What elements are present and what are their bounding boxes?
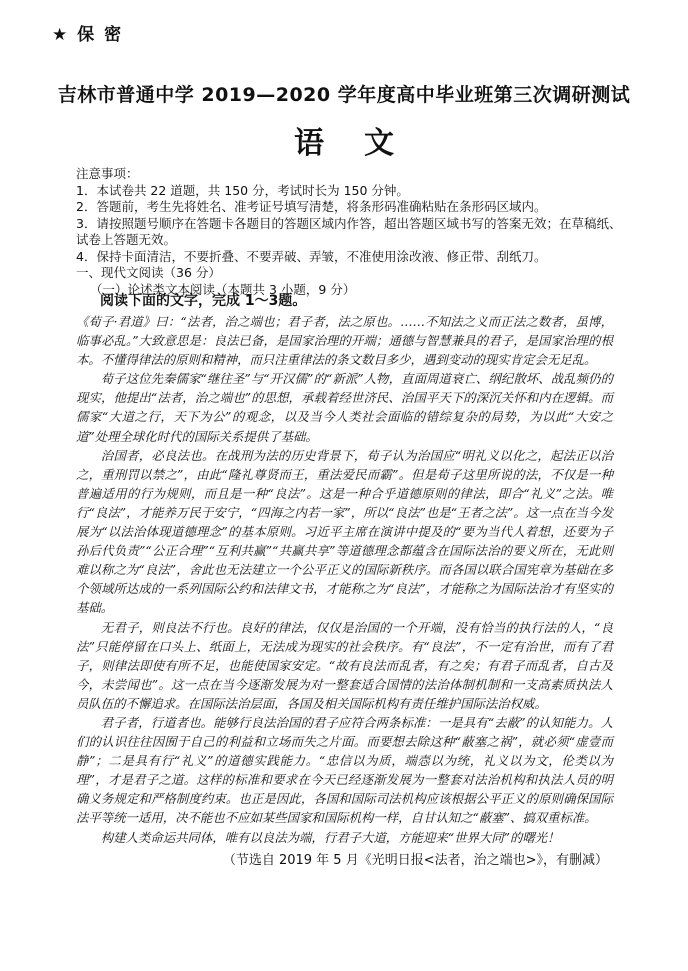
passage-paragraph: 君子者，行道者也。能够行良法治国的君子应符合两条标准：一是具有“去蔽”的认知能力。人们的认识往往因囿于自己的利益和立场而失之片面。而要想去除这种“蔽塞之祸”，就必须“虚壹而静”；二是具有行“礼义”的道德实践能力。“忠信以为质，端悫以为统，礼义以为文，伦类以为理”，才是君子之道。这样的标准和要求在今天已经逐渐发展为一整套对法治机构和执法人员的明确义务规定和严格制度约束。也正是因此，各国和国际司法机构应该根据公平正义的原则确保国际法平等统一适用，决不能也不应如某些国家和国际机构一样，自甘认知之“蔽塞”、搞双重标准。 [76, 714, 613, 826]
reading-instruction: 阅读下面的文字，完成 1～3题。 [100, 293, 307, 309]
passage-paragraph: 荀子这位先秦儒家“继往圣”与“开汉儒”的“新派”人物，直面周道衰亡、纲纪散坏、战乱频仍的现实，他提出“法者，治之端也”的思想，承载着经世济民、治国平天下的深沉关怀和内在逻辑。而儒家“大道之行，天下为公”的观念，以及当今人类社会面临的错综复杂的局势，为以此“大安之道”处理全球化时代的国际关系提供了基础。 [76, 371, 613, 444]
passage-body [76, 312, 613, 847]
source-citation: （节选自 2019 年 5 月《光明日报<法者，治之端也>》，有删减） [222, 853, 608, 868]
passage-paragraph: 治国者，必良法也。在战刑为法的历史背景下，荀子认为治国应“明礼义以化之，起法正以治之，重刑罚以禁之”，由此“隆礼尊贤而王，重法爱民而霸”。但是荀子这里所说的法，不仅是一种普遍适用的行为规则，而且是一种“良法”。这是一种合乎道德原则的律法，即合“礼义”之法。唯行“良法”，才能养万民于安宁，“四海之内若一家”，所以“良法”也是“王者之法”。这一点在当今发展为“以法治体现道德理念”的基本原则。习近平主席在演讲中提及的“要为当代人着想，还要为子孙后代负责”“公正合理”“互利共赢”“共赢共享”等道德理念都蕴含在国际法治的要义所在，无此则难以称之为“良法”，舍此也无法建立一个公平正义的国际新秩序。而各国以联合国宪章为基础在多个领域所达成的一系列国际公约和法律文书，才能称之为“良法”，才能称之为国际法治才有坚实的基础。 [76, 447, 613, 616]
notes-item: 4．保持卡面清洁，不要折叠、不要弄破、弄皱，不准使用涂改液、修正带、刮纸刀。 [76, 248, 547, 264]
exam-title: 吉林市普通中学 2019—2020 学年度高中毕业班第三次调研测试 [57, 84, 631, 106]
subsection-heading: （一）论述类文本阅读（本题共 3 小题，9 分） [90, 281, 356, 297]
notes-item: 1．本试卷共 22 道题，共 150 分，考试时长为 150 分钟。 [76, 182, 409, 198]
notes-heading: 注意事项： [76, 166, 139, 181]
section-heading: 一、现代文阅读（36 分） [76, 265, 221, 280]
secret-mark: ★ 保 密 [52, 25, 124, 45]
passage-paragraph: 构建人类命运共同体，唯有以良法为端，行君子大道，方能迎来“世界大同”的曙光！ [100, 829, 560, 845]
notes-item: 2．答题前，考生先将姓名、准考证号填写清楚，将条形码准确粘贴在条形码区域内。 [76, 199, 547, 214]
notes-item: 3．请按照题号顺序在答题卡各题目的答题区域内作答，超出答题区域书写的答案无效；在草稿纸、试卷上答题无效。 [76, 215, 622, 247]
passage-paragraph: 《荀子·君道》曰：“法者，治之端也；君子者，法之原也。……不知法之义而正法之数者，虽博，临事必乱。”大致意思是：良法已备，是国家治理的开端；通德与智慧兼具的君子，是国家治理的根本。不懂得律法的原则和精神，而只注重律法的条文数目多少，遇到变动的现实肯定会无足乱。 [76, 314, 613, 368]
subject-title: 语文 [294, 126, 434, 161]
notes-section [76, 166, 632, 298]
passage-paragraph: 无君子，则良法不行也。良好的律法，仅仅是治国的一个开端，没有恰当的执行法的人，“良法”只能停留在口头上、纸面上，无法成为现实的社会秩序。有“良法”，不一定有治世，而有了君子，则律法即使有所不足，也能使国家安定。“故有良法而乱者，有之矣；有君子而乱者，自古及今，未尝闻也”。这一点在当今逐渐发展为对一整套适合国情的法治体制机制和一支高素质执法人员队伍的不懈追求。在国际法治层面，各国及相关国际机构有责任维护国际法治权威。 [76, 619, 613, 711]
